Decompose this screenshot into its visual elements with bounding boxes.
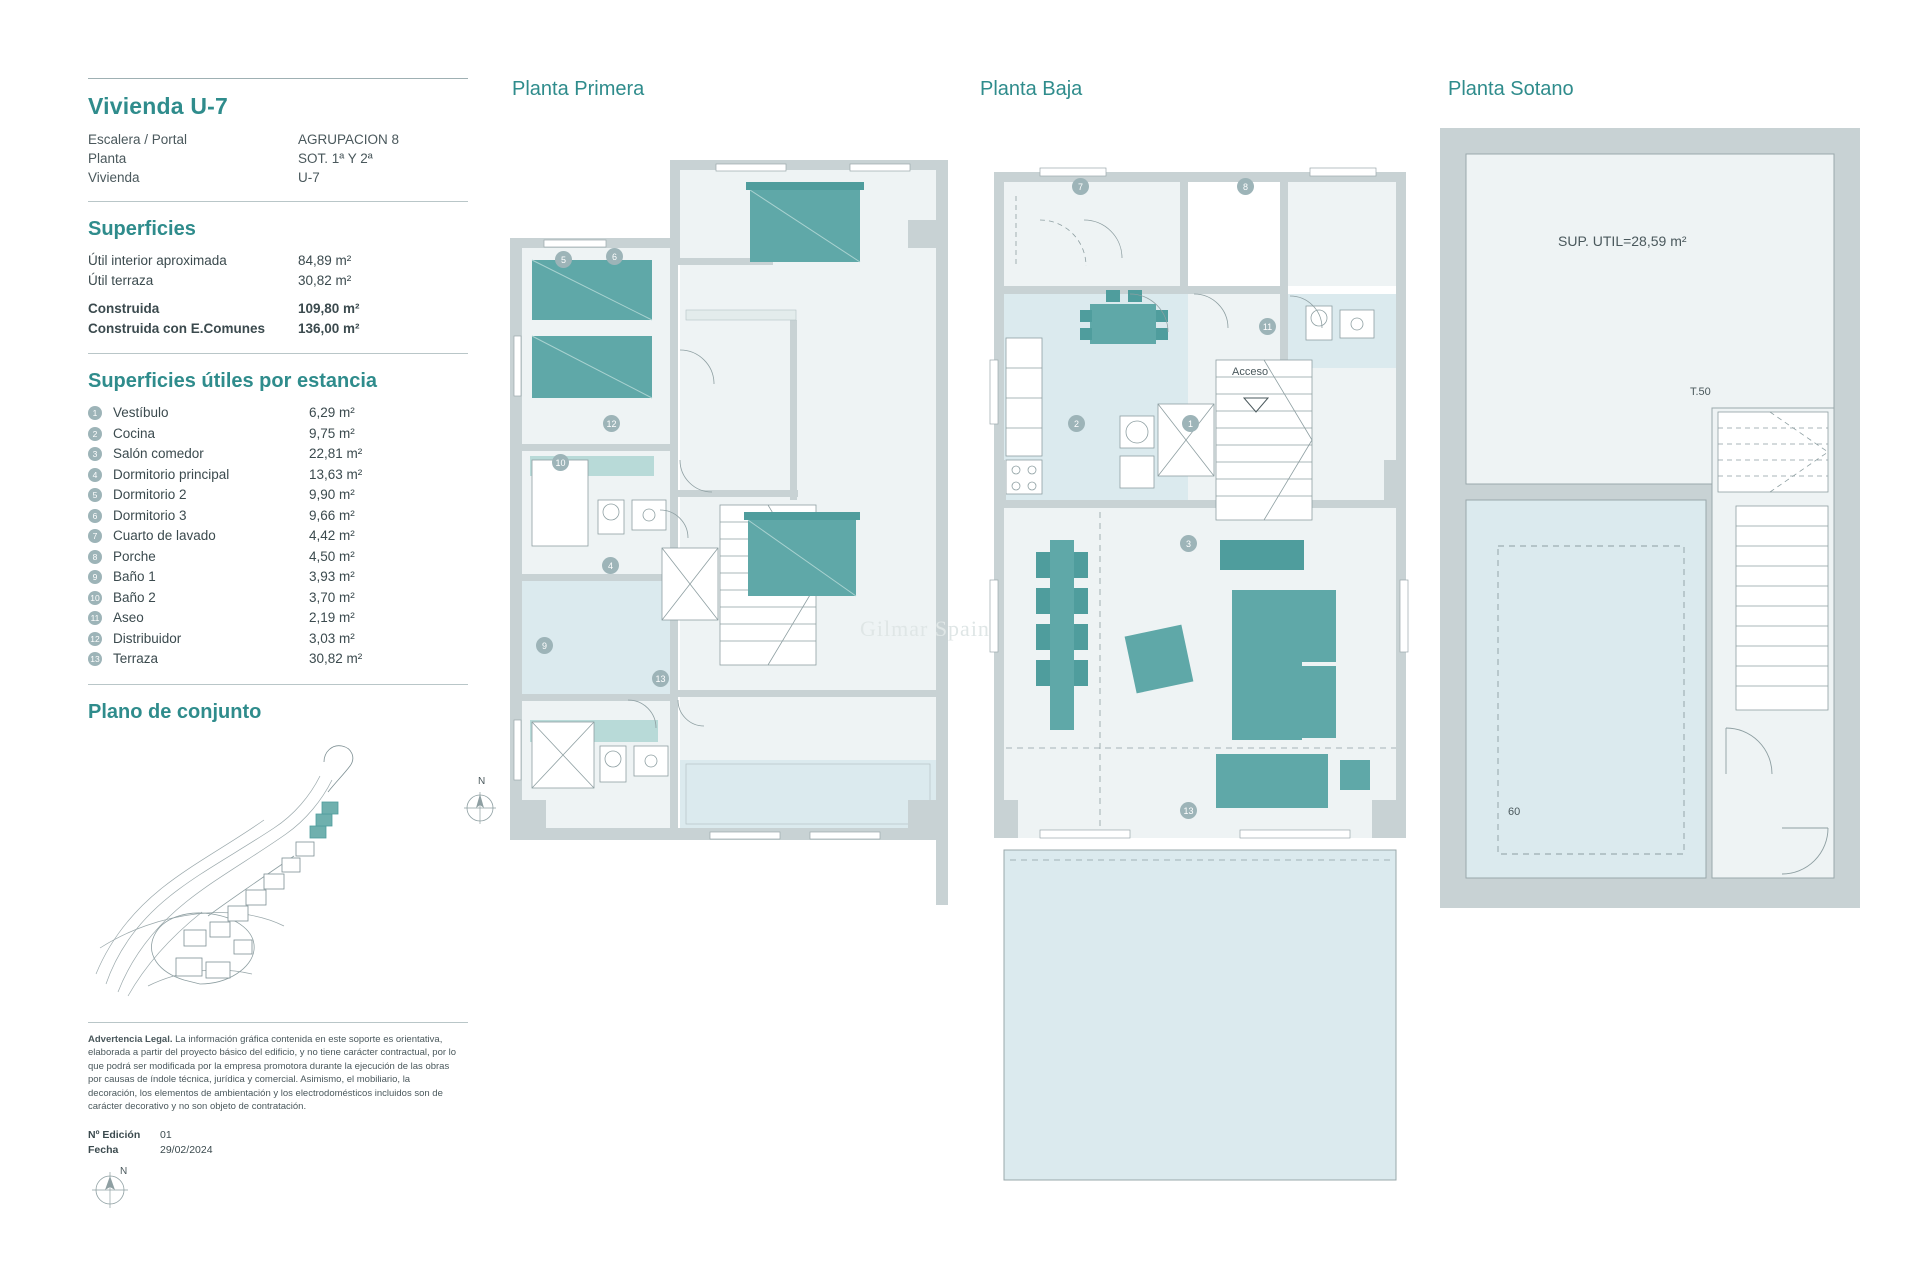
svg-text:N: N: [120, 1165, 128, 1177]
room-area: 3,70 m²: [309, 589, 355, 605]
surface-value: 30,82 m²: [298, 273, 352, 288]
room-area: 9,75 m²: [309, 425, 355, 441]
room-number: 6: [88, 509, 102, 523]
surface-row: [88, 299, 468, 319]
date-value: 29/02/2024: [160, 1143, 213, 1156]
siteplan-title: Plano de conjunto: [88, 700, 262, 723]
room-name: Vestíbulo: [113, 405, 169, 420]
plan-title-ground: Planta Baja: [980, 78, 1083, 100]
room-number: 3: [88, 447, 102, 461]
room-marker: 7: [1072, 178, 1089, 195]
field-value: AGRUPACION 8: [298, 132, 400, 147]
list-item: [88, 465, 468, 486]
room-name: Distribuidor: [113, 630, 182, 646]
room-name: Dormitorio 3: [113, 507, 187, 523]
field-label: Vivienda: [88, 170, 140, 185]
space-number-label: 60: [1508, 806, 1521, 818]
watermark: Gilmar Spain: [860, 616, 990, 641]
room-area: 6,29 m²: [309, 405, 355, 420]
svg-text:N: N: [478, 775, 486, 787]
room-marker: 4: [602, 557, 619, 574]
list-item: [88, 547, 468, 568]
room-area: 9,66 m²: [309, 507, 355, 523]
surface-value: 109,80 m²: [298, 301, 360, 316]
surface-row: [88, 271, 468, 291]
room-number: 1: [88, 406, 102, 420]
edition-label: Nº Edición: [88, 1128, 141, 1141]
room-area: 4,42 m²: [309, 528, 355, 543]
room-marker: 1: [1182, 415, 1199, 432]
legal-lead: Advertencia Legal.: [88, 1033, 173, 1045]
surfaces-title: Superficies: [88, 218, 196, 240]
list-item: [88, 629, 468, 650]
room-number: 11: [88, 611, 102, 625]
room-area: 2,19 m²: [309, 610, 355, 625]
surface-value: 136,00 m²: [298, 321, 360, 336]
list-item: [88, 526, 468, 547]
bottom-compass: [88, 1158, 468, 1212]
field-label: Planta: [88, 151, 127, 166]
room-marker: 5: [555, 251, 572, 268]
surface-row: [88, 251, 468, 271]
room-name: Cuarto de lavado: [113, 528, 216, 543]
surface-label: Útil interior aproximada: [88, 253, 227, 268]
room-number: 4: [88, 468, 102, 482]
plan-ground-floor: [980, 160, 1420, 1245]
rooms-title: Superficies útiles por estancia: [88, 370, 377, 392]
field-row: [88, 130, 468, 149]
room-area: 3,93 m²: [309, 569, 355, 584]
legal-notice: [88, 1033, 460, 1114]
room-area: 3,03 m²: [309, 630, 355, 646]
divider: [88, 684, 468, 685]
room-number: 8: [88, 550, 102, 564]
surface-label: Construida con E.Comunes: [88, 321, 266, 336]
room-name: Cocina: [113, 425, 156, 441]
room-marker: 13: [652, 670, 669, 687]
field-row: [88, 168, 468, 187]
room-name: Salón comedor: [113, 446, 204, 461]
room-number: 5: [88, 488, 102, 502]
room-number: 9: [88, 570, 102, 584]
surface-label: Útil terraza: [88, 273, 154, 288]
room-marker: 12: [603, 415, 620, 432]
field-label: Escalera / Portal: [88, 132, 188, 147]
surface-value: 84,89 m²: [298, 253, 352, 268]
room-name: Baño 1: [113, 569, 156, 584]
plan-basement: [1440, 128, 1860, 908]
room-area: 9,90 m²: [309, 487, 355, 502]
list-item: [88, 403, 468, 424]
room-area: 30,82 m²: [309, 651, 363, 666]
page-title: Vivienda U-7: [88, 93, 229, 119]
room-name: Aseo: [113, 610, 144, 625]
edition-row: [88, 1128, 468, 1143]
access-label: Acceso: [1232, 366, 1269, 378]
list-item: [88, 506, 468, 527]
room-area: 13,63 m²: [309, 466, 363, 482]
date-row: [88, 1143, 468, 1158]
room-name: Porche: [113, 548, 156, 564]
top-divider: [88, 78, 468, 79]
room-name: Baño 2: [113, 589, 156, 605]
list-item: [88, 567, 468, 588]
legal-text: La información gráfica contenida en este soporte es orientativa, elaborada a partir del proyecto básico del edificio, y no tiene carácter contractual, por lo que podrá ser modificada por la empresa promotora durante la ejecución de las obras por causas de índole técnica, jurídica y comercial. Asimismo, el mobiliario, la decoración, los elementos de ambientación y los electrodomésticos incluidos son de carácter decorativo y no son objeto de contratación.: [88, 1033, 457, 1112]
list-item: [88, 444, 468, 465]
room-number: 13: [88, 652, 102, 666]
field-row: [88, 149, 468, 168]
plan-title-first: Planta Primera: [512, 78, 645, 100]
surface-row: [88, 319, 468, 339]
room-marker: 13: [1180, 802, 1197, 819]
room-name: Dormitorio 2: [113, 487, 187, 502]
room-number: 10: [88, 591, 102, 605]
surface-label: Construida: [88, 301, 160, 316]
list-item: [88, 608, 468, 629]
divider: [88, 201, 468, 202]
room-marker: 3: [1180, 535, 1197, 552]
stair-level-label: T.50: [1690, 386, 1711, 398]
room-marker: 8: [1237, 178, 1254, 195]
field-value: U-7: [298, 170, 320, 185]
room-area: 22,81 m²: [309, 446, 363, 461]
info-panel: [88, 78, 486, 1212]
room-number: 12: [88, 632, 102, 646]
room-number: 2: [88, 427, 102, 441]
list-item: [88, 588, 468, 609]
date-label: Fecha: [88, 1143, 119, 1156]
list-item: [88, 649, 468, 670]
divider: [88, 353, 468, 354]
divider: [88, 1022, 468, 1023]
list-item: [88, 424, 468, 445]
room-marker: 11: [1259, 318, 1276, 335]
edition-value: 01: [160, 1128, 172, 1141]
plan-first-floor: [510, 160, 950, 905]
room-name: Terraza: [113, 651, 159, 666]
room-marker: 6: [606, 248, 623, 265]
site-plan: [88, 734, 486, 1004]
plan-title-basement: Planta Sotano: [1448, 78, 1574, 100]
room-number: 7: [88, 529, 102, 543]
list-item: [88, 485, 468, 506]
room-marker: 10: [552, 454, 569, 471]
compass-rose: [458, 774, 498, 824]
room-marker: 2: [1068, 415, 1085, 432]
room-name: Dormitorio principal: [113, 466, 230, 482]
room-marker: 9: [536, 637, 553, 654]
basement-area-label: SUP. UTIL=28,59 m²: [1558, 233, 1687, 249]
field-value: SOT. 1ª Y 2ª: [298, 151, 373, 166]
room-area: 4,50 m²: [309, 548, 355, 564]
room-list: [88, 403, 468, 670]
